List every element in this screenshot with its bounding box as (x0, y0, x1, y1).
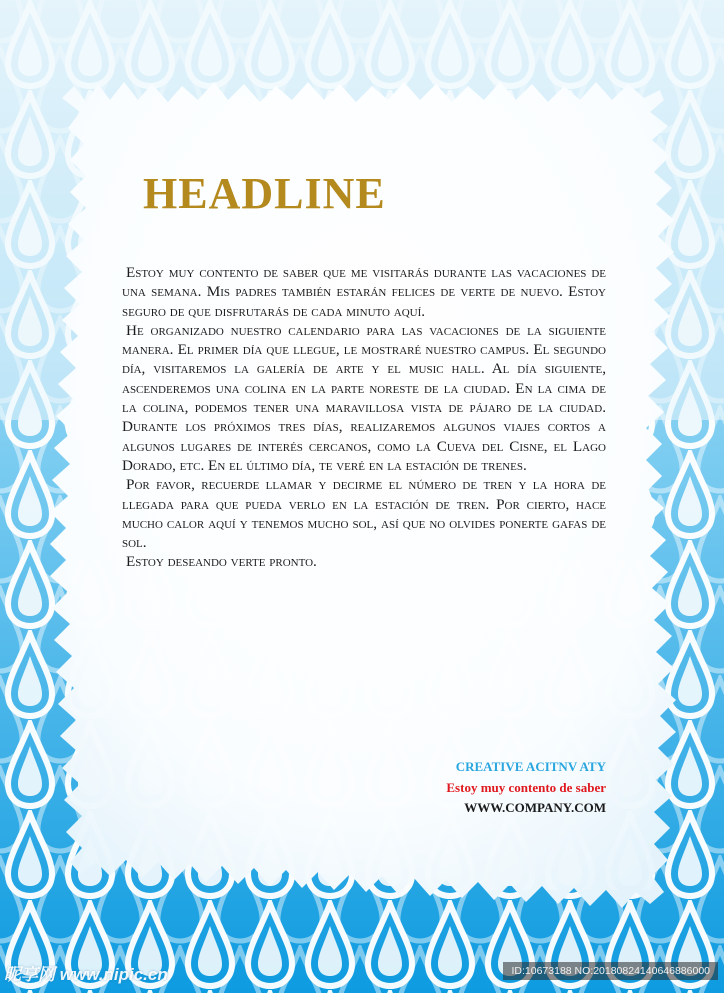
letter-body (122, 263, 606, 572)
signoff-website: WWW.COMPANY.COM (464, 800, 606, 815)
paragraph-4: Estoy deseando verte pronto. (126, 553, 317, 571)
headline: HEADLINE (143, 169, 386, 218)
signoff-block (446, 757, 606, 819)
signoff-subtitle: Estoy muy contento de saber (446, 779, 606, 795)
signoff-tagline: CREATIVE ACITNV ATY (455, 759, 606, 774)
watermark-site: 昵享网 www.nipic.cn (4, 965, 168, 984)
watermark-id: ID:10673188 NO:20180824140646886000 (503, 962, 718, 980)
paragraph-1: Estoy muy contento de saber que me visitarás durante las vacaciones de una semana. Mis padres también estarán felices de verte de nuevo. Estoy seguro de que disfrutarás de cada minuto aquí. (122, 264, 606, 320)
paragraph-3: Por favor, recuerde llamar y decirme el número de tren y la hora de llegada para que pueda verlo en la estación de tren. Por cierto, hace mucho calor aquí y tenemos mucho sol, así que no olvides ponerte gafas de sol. (122, 476, 606, 552)
paragraph-2: He organizado nuestro calendario para las vacaciones de la siguiente manera. El primer día que llegue, le mostraré nuestro campus. El segundo día, visitaremos la galería de arte y el music hall. Al día siguiente, ascenderemos una colina en la parte noreste de la ciudad. En la cima de la colina, podemos tener una maravillosa vista de pájaro de la ciudad. Durante los próximos tres días, realizaremos algunos viajes cortos a algunos lugares de interés cercanos, como la Cueva del Cisne, el Lago Dorado, etc. En el último día, te veré en la estación de trenes. (122, 321, 606, 474)
